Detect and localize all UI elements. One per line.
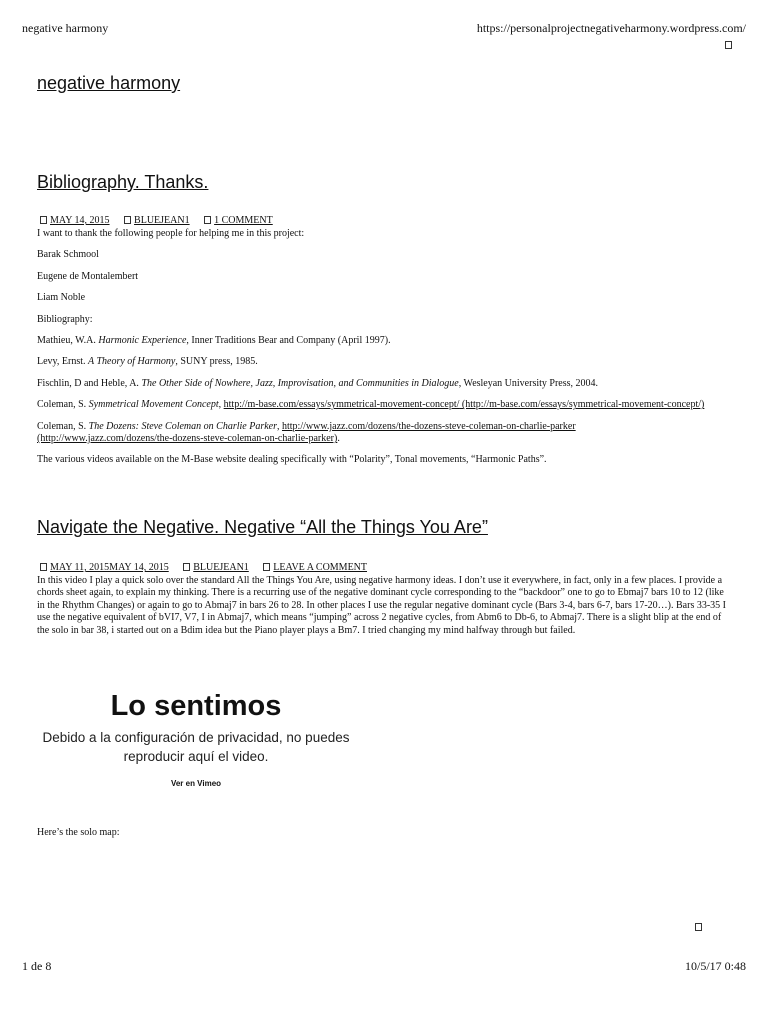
reference-item: Coleman, S. The Dozens: Steve Coleman on Charlie Parker, http://www.jazz.com/dozens/the-dozens-steve-coleman-on-charlie-parker (http://www.jazz.com/dozens/the-dozens-steve-coleman-on-charlie-parker). <box>37 420 576 445</box>
clock-icon <box>40 216 47 224</box>
reference-item: Fischlin, D and Heble, A. The Other Side of Nowhere, Jazz, Improvisation, and Communities in Dialogue, Wesleyan University Press, 2004. <box>37 377 599 389</box>
page-number: 1 de 8 <box>22 959 52 973</box>
thanks-name: Liam Noble <box>37 292 86 304</box>
comment-icon <box>263 563 270 571</box>
comment-icon <box>204 216 211 224</box>
solo-map-caption: Here’s the solo map: <box>37 827 120 838</box>
thanks-name: Barak Schmool <box>37 249 99 261</box>
square-icon <box>725 35 735 53</box>
post-meta <box>40 215 285 226</box>
post-title-bibliography[interactable]: Bibliography. Thanks. <box>37 172 209 192</box>
thanks-name: Eugene de Montalembert <box>37 270 139 282</box>
reference-item: Levy, Ernst. A Theory of Harmony, SUNY press, 1985. <box>37 356 258 368</box>
print-header-url: https://personalprojectnegativeharmony.wordpress.com/ <box>476 21 746 35</box>
reference-link-text: (http://m-base.com/essays/symmetrical-movement-concept/) <box>459 399 705 411</box>
post-body-bibliography <box>37 228 737 467</box>
print-timestamp: 10/5/17 0:48 <box>684 959 746 973</box>
square-icon <box>695 917 705 935</box>
post-date-link[interactable]: MAY 11, 2015MAY 14, 2015 <box>50 562 169 573</box>
reference-item: Mathieu, W.A. Harmonic Experience, Inner Traditions Bear and Company (April 1997). <box>37 335 391 347</box>
paragraph: The various videos available on the M-Base website dealing specifically with “Polarity”, Tonal movements, “Harmonic Paths”. <box>37 454 547 466</box>
post-date-link[interactable]: MAY 14, 2015 <box>50 215 110 226</box>
post-title-navigate[interactable]: Navigate the Negative. Negative “All the Things You Are” <box>37 517 488 537</box>
video-error-heading: Lo sentimos <box>110 690 282 722</box>
reference-link[interactable]: http://m-base.com/essays/symmetrical-movement-concept/ <box>223 399 460 411</box>
vimeo-link[interactable]: Ver en Vimeo <box>170 779 222 788</box>
site-title-link[interactable]: negative harmony <box>37 73 181 93</box>
user-icon <box>124 216 131 224</box>
bibliography-heading: Bibliography: <box>37 313 93 325</box>
video-error-message: Debido a la configuración de privacidad, no puedes reproducir aquí el video. <box>42 730 350 764</box>
post-comments-link[interactable]: LEAVE A COMMENT <box>273 562 368 573</box>
video-embed <box>37 688 355 798</box>
print-header-title: negative harmony <box>22 21 109 35</box>
user-icon <box>183 563 190 571</box>
post-body-navigate: In this video I play a quick solo over the standard All the Things You Are, using negative harmony ideas. I don’t use it everywhere, in fact, only in a few places. I provide a chords sheet again, to explain my thinking. There is a recurring use of the negative dominant cycle corresponding to the “backdoor” one to go to Ebmaj7 bars 10 to 12 (like in the Rhythm Changes) or again to go to Abmaj7 in bars 26 to 28. In other places I use the regular negative dominant cycle (Bars 3-4, bars 6-7, bars 17-20…). Bars 33-35 I use the negative equivalent of bVI7, V7, I in Abmaj7, which means “jumping” across 2 negative cycles, from Abm6 to Db-6, to Abmaj7. There is a slight blip at the end of the solo in bar 38, i started out on a Bdim idea but the Piano player plays a Bm7. I tried changing my mind halfway through but failed. <box>37 575 726 636</box>
reference-link-text: (http://www.jazz.com/dozens/the-dozens-steve-coleman-on-charlie-parker) <box>37 433 338 445</box>
post-author-link[interactable]: BLUEJEAN1 <box>134 215 190 226</box>
paragraph: I want to thank the following people for helping me in this project: <box>37 228 305 239</box>
reference-link[interactable]: http://www.jazz.com/dozens/the-dozens-steve-coleman-on-charlie-parker <box>281 420 576 432</box>
post-author-link[interactable]: BLUEJEAN1 <box>193 562 249 573</box>
post-meta <box>40 562 379 573</box>
clock-icon <box>40 563 47 571</box>
reference-item: Coleman, S. Symmetrical Movement Concept, http://m-base.com/essays/symmetrical-movement-concept/ (http://m-base.com/essays/symmetrical-movement-concept/) <box>37 399 705 411</box>
post-comments-link[interactable]: 1 COMMENT <box>214 215 273 226</box>
